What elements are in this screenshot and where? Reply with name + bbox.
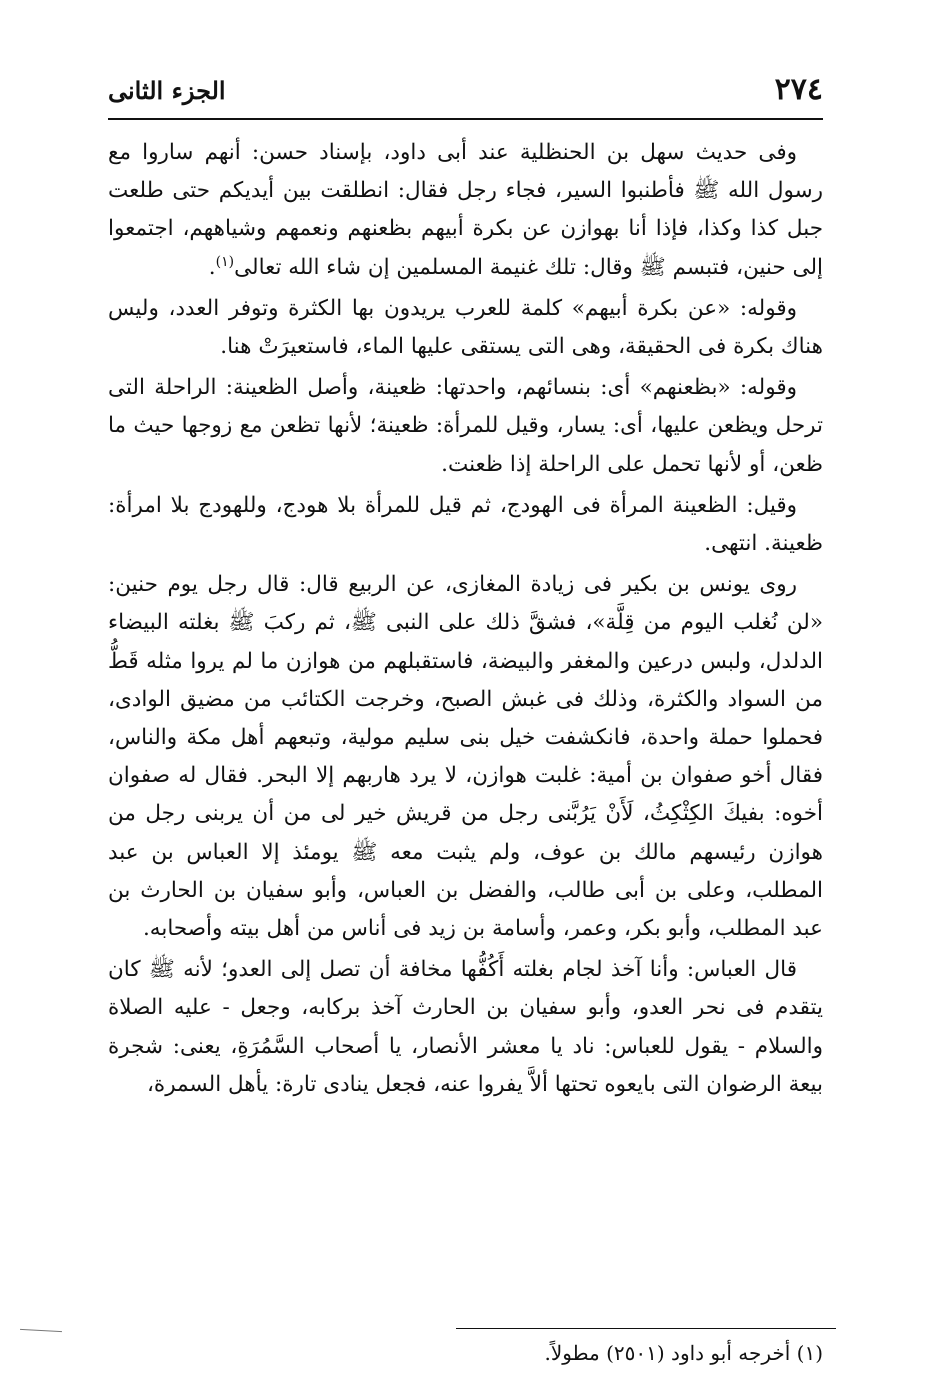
paragraph-2: وقوله: «عن بكرة أبيهم» كلمة للعرب يريدون بها الكثرة وتوفر العدد، وليس هناك بكرة فى الحقيقة، وهى التى يستقى عليها الماء، فاستعيرَتْ هنا. — [108, 295, 823, 360]
paragraph-1: وفى حديث سهل بن الحنظلية عند أبى داود، بإسناد حسن: أنهم ساروا مع رسول الله ﷺ فأطنبوا السير، فجاء رجل فقال: انطلقت بين أيديكم حتى طلعت جبل كذا وكذا، فإذا أنا بهوازن عن بكرة أبيهم بظعنهم ونعمهم وشياههم، اجتمعوا إلى حنين، فتبسم ﷺ وقال: تلك غنيمة المسلمين إن شاء الله تعالى$^{(١)}$. — [108, 140, 823, 280]
footnote-reference: (١) — [215, 253, 235, 270]
footnote-rule — [456, 1328, 836, 1329]
running-title: الجزء الثانى — [108, 76, 226, 105]
paragraph-3: وقوله: «بظعنهم» أى: بنسائهم، واحدتها: ظعينة، وأصل الظعينة: الراحلة التى ترحل ويظعن عليها، أى: يسار، وقيل للمرأة: ظعينة؛ لأنها تظعن مع زوجها حيث ما ظعن، أو لأنها تحمل على الراحلة إذا ظعنت. — [108, 375, 823, 477]
footnote: (١) أخرجه أبو داود (٢٥٠١) مطولاً. — [544, 1341, 823, 1365]
paragraph-6: قال العباس: وأنا آخذ لجام بغلته أَكُفُّها مخافة أن تصل إلى العدو؛ لأنه ﷺ كان يتقدم فى نحر العدو، وأبو سفيان بن الحارث آخذ بركابه، وجعل - عليه الصلاة والسلام - يقول للعباس: ناد يا معشر الأنصار، يا أصحاب السَّمُرَةِ، يعنى: شجرة بيعة الرضوان التى بايعوه تحتها ألاَّ يفروا عنه، فجعل ينادى تارة: يأهل السمرة، — [108, 957, 823, 1097]
body-text — [108, 134, 823, 1104]
page-number: ٢٧٤ — [774, 72, 823, 107]
paragraph-1-text: وفى حديث سهل بن الحنظلية عند أبى داود، بإسناد حسن: أنهم ساروا مع رسول الله ﷺ فأطنبوا السير، فجاء رجل فقال: انطلقت بين أيديكم حتى طلعت جبل كذا وكذا، فإذا أنا بهوازن عن بكرة أبيهم بظعنهم ونعمهم وشياههم، اجتمعوا إلى حنين، فتبسم ﷺ وقال: تلك غنيمة المسلمين إن شاء الله تعالى — [108, 140, 823, 280]
page-header — [108, 66, 823, 114]
scan-mark — [20, 1329, 62, 1332]
paragraph-4: وقيل: الظعينة المرأة فى الهودج، ثم قيل للمرأة بلا هودج، وللهودج بلا امرأة: ظعينة. انتهى. — [108, 492, 823, 557]
paragraph-5: روى يونس بن بكير فى زيادة المغازى، عن الربيع قال: قال رجل يوم حنين: «لن نُغلب اليوم من قِلَّة»، فشقَّ ذلك على النبى ﷺ، ثم ركبَ ﷺ بغلته البيضاء الدلدل، ولبس درعين والمغفر والبيضة، فاستقبلهم من هوازن ما لم يروا مثله قَطُّ من السواد والكثرة، وذلك فى غبش الصبح، وخرجت الكتائب من مضيق الوادى، فحملوا حملة واحدة، فانكشفت خيل بنى سليم مولية، وتبعهم أهل مكة والناس، فقال أخو صفوان بن أمية: غلبت هوازن، لا يرد هاربهم إلا البحر. فقال له صفوان أخوه: بفيكَ الكِثْكِثُ، لَأَنْ يَرُبَّنى رجل من قريش خير لى من أن يربنى رجل من هوازن رئيسهم مالك بن عوف، ولم يثبت معه ﷺ يومئذ إلا العباس بن عبد المطلب، وعلى بن أبى طالب، والفضل بن العباس، وأبو سفيان بن الحارث بن عبد المطلب، وأبو بكر، وعمر، وأسامة بن زيد فى أناس من أهل بيته وأصحابه. — [108, 572, 823, 942]
header-rule — [108, 118, 823, 120]
